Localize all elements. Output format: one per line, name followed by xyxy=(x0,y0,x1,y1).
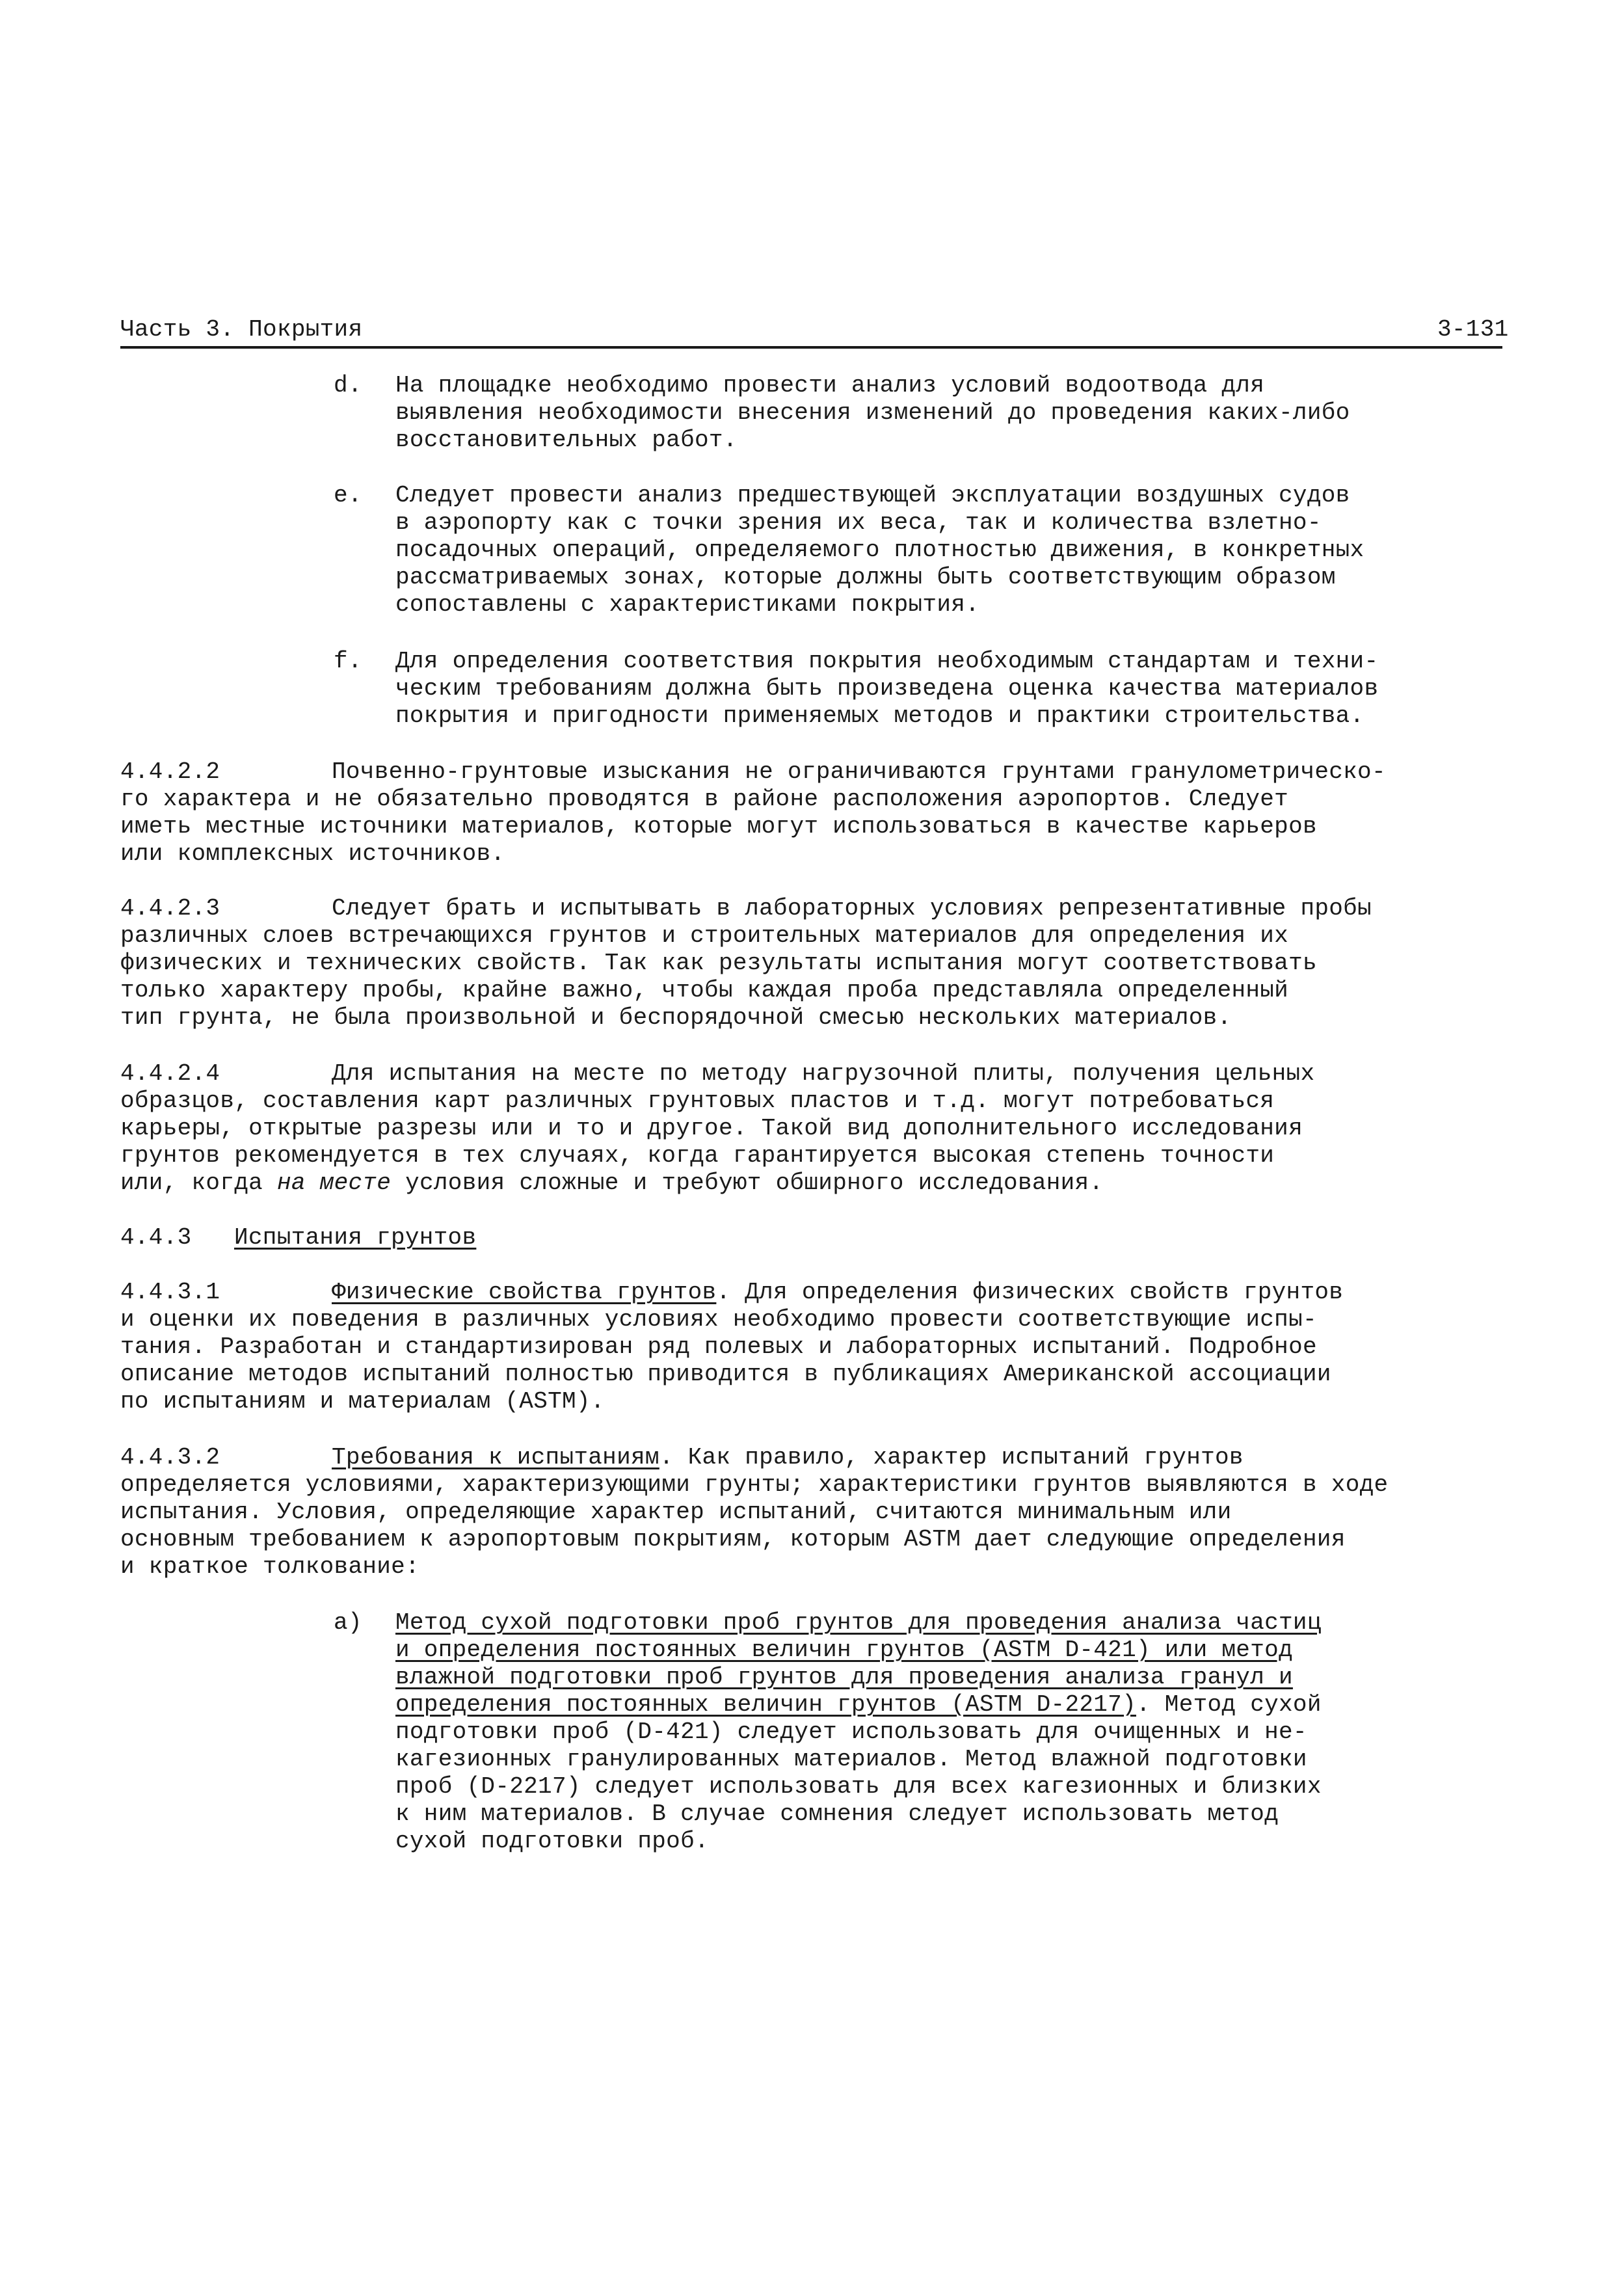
item-a-line xyxy=(395,1691,1322,1719)
item-a-line: проб (D-2217) следует использовать для всех кагезионных и близких xyxy=(395,1773,1322,1800)
item-a-underlined-text: определения постоянных величин грунтов (ASTM D-2217) xyxy=(395,1691,1136,1718)
item-f-line: Для определения соответствия покрытия необходимым стандартам и техни- xyxy=(395,648,1379,675)
item-a-underlined-line: Метод сухой подготовки проб грунтов для проведения анализа частиц xyxy=(395,1609,1322,1636)
item-a-line: подготовки проб (D-421) следует использовать для очищенных и не- xyxy=(395,1719,1307,1745)
para-4423-line: только характеру пробы, крайне важно, чтобы каждая проба представляла определенный xyxy=(120,977,1289,1004)
para-4431-line: по испытаниям и материалам (ASTM). xyxy=(120,1388,605,1415)
item-e-line: в аэропорту как с точки зрения их веса, так и количества взлетно- xyxy=(395,509,1322,536)
para-4424-text: условия сложные и требуют обширного исследования. xyxy=(391,1170,1104,1196)
para-4424-line xyxy=(120,1170,1103,1197)
item-a-line: сухой подготовки проб. xyxy=(395,1828,709,1855)
para-4432-line: испытания. Условия, определяющие характер испытаний, считаются минимальным или xyxy=(120,1499,1232,1525)
para-4424-line: Для испытания на месте по методу нагрузочной плиты, получения цельных xyxy=(332,1060,1315,1087)
para-4432-title: Требования к испытаниям xyxy=(332,1444,659,1471)
para-4431-number: 4.4.3.1 xyxy=(120,1279,220,1306)
para-4424-number: 4.4.2.4 xyxy=(120,1060,220,1087)
item-e-marker: e. xyxy=(334,482,362,509)
para-4432-number: 4.4.3.2 xyxy=(120,1444,220,1471)
item-a-text: . Метод сухой xyxy=(1136,1691,1322,1718)
para-4423-line: тип грунта, не была произвольной и беспорядочной смесью нескольких материалов. xyxy=(120,1004,1232,1031)
item-a-underlined-line: и определения постоянных величин грунтов (ASTM D-421) или метод xyxy=(395,1637,1293,1663)
para-4423-line: физических и технических свойств. Так как результаты испытания могут соответствовать xyxy=(120,950,1317,976)
section-4-4-3-number: 4.4.3 xyxy=(120,1224,192,1251)
para-4422-line: го характера и не обязательно проводятся в районе расположения аэропортов. Следует xyxy=(120,786,1289,812)
item-a-marker: a) xyxy=(334,1609,362,1636)
running-header-title: Часть 3. Покрытия xyxy=(120,316,363,343)
item-a-underlined-line: влажной подготовки проб грунтов для проведения анализа гранул и xyxy=(395,1664,1293,1691)
para-4431-line: описание методов испытаний полностью приводится в публикациях Американской ассоциации xyxy=(120,1361,1331,1387)
item-d-marker: d. xyxy=(334,372,362,399)
item-d-line: выявления необходимости внесения изменений до проведения каких-либо xyxy=(395,399,1350,426)
para-4422-line: иметь местные источники материалов, которые могут использоваться в качестве карьеров xyxy=(120,813,1317,840)
para-4431-line: и оценки их поведения в различных условиях необходимо провести соответствующие испы- xyxy=(120,1306,1317,1333)
para-4432-line: и краткое толкование: xyxy=(120,1553,419,1580)
para-4424-line: образцов, составления карт различных грунтовых пластов и т.д. могут потребоваться xyxy=(120,1088,1275,1114)
para-4423-line: различных слоев встречающихся грунтов и строительных материалов для определения их xyxy=(120,922,1289,949)
para-4431-line xyxy=(332,1279,1343,1306)
para-4432-line: основным требованием к аэропортовым покрытиям, которым ASTM дает следующие определения xyxy=(120,1526,1346,1553)
para-4431-line: тания. Разработан и стандартизирован ряд полевых и лабораторных испытаний. Подробное xyxy=(120,1333,1317,1360)
item-f-line: покрытия и пригодности применяемых методов и практики строительства. xyxy=(395,703,1364,729)
para-4422-line: или комплексных источников. xyxy=(120,840,505,867)
para-4432-line xyxy=(332,1444,1244,1471)
header-rule xyxy=(120,346,1502,349)
para-4424-text: или, когда xyxy=(120,1170,277,1196)
item-e-line: посадочных операций, определяемого плотностью движения, в конкретных xyxy=(395,537,1364,563)
item-e-line: Следует провести анализ предшествующей эксплуатации воздушных судов xyxy=(395,482,1350,509)
para-4432-line: определяется условиями, характеризующими грунты; характеристики грунтов выявляются в ходе xyxy=(120,1471,1389,1498)
italic-term: на месте xyxy=(276,1170,392,1196)
item-f-line: ческим требованиям должна быть произведена оценка качества материалов xyxy=(395,675,1379,702)
para-4431-title: Физические свойства грунтов xyxy=(332,1279,717,1306)
section-4-4-3-title: Испытания грунтов xyxy=(234,1224,477,1251)
item-e-line: сопоставлены с характеристиками покрытия. xyxy=(395,591,980,618)
item-d-line: На площадке необходимо провести анализ условий водоотвода для xyxy=(395,372,1265,399)
para-4423-number: 4.4.2.3 xyxy=(120,895,220,922)
para-4431-text: . Для определения физических свойств грунтов xyxy=(716,1279,1344,1306)
para-4422-number: 4.4.2.2 xyxy=(120,758,220,785)
item-a-line: к ним материалов. В случае сомнения следует использовать метод xyxy=(395,1801,1279,1827)
page-number: 3-131 xyxy=(1437,316,1509,343)
item-d-line: восстановительных работ. xyxy=(395,427,738,453)
para-4424-line: карьеры, открытые разрезы или и то и другое. Такой вид дополнительного исследования xyxy=(120,1115,1303,1142)
item-a-line: кагезионных гранулированных материалов. Метод влажной подготовки xyxy=(395,1746,1307,1773)
item-e-line: рассматриваемых зонах, которые должны быть соответствующим образом xyxy=(395,564,1336,591)
para-4424-line: грунтов рекомендуется в тех случаях, когда гарантируется высокая степень точности xyxy=(120,1142,1275,1169)
para-4423-line: Следует брать и испытывать в лабораторных условиях репрезентативные пробы xyxy=(332,895,1372,922)
item-f-marker: f. xyxy=(334,648,362,675)
para-4432-text: . Как правило, характер испытаний грунтов xyxy=(659,1444,1244,1471)
para-4422-line: Почвенно-грунтовые изыскания не ограничиваются грунтами гранулометрическо- xyxy=(332,758,1386,785)
